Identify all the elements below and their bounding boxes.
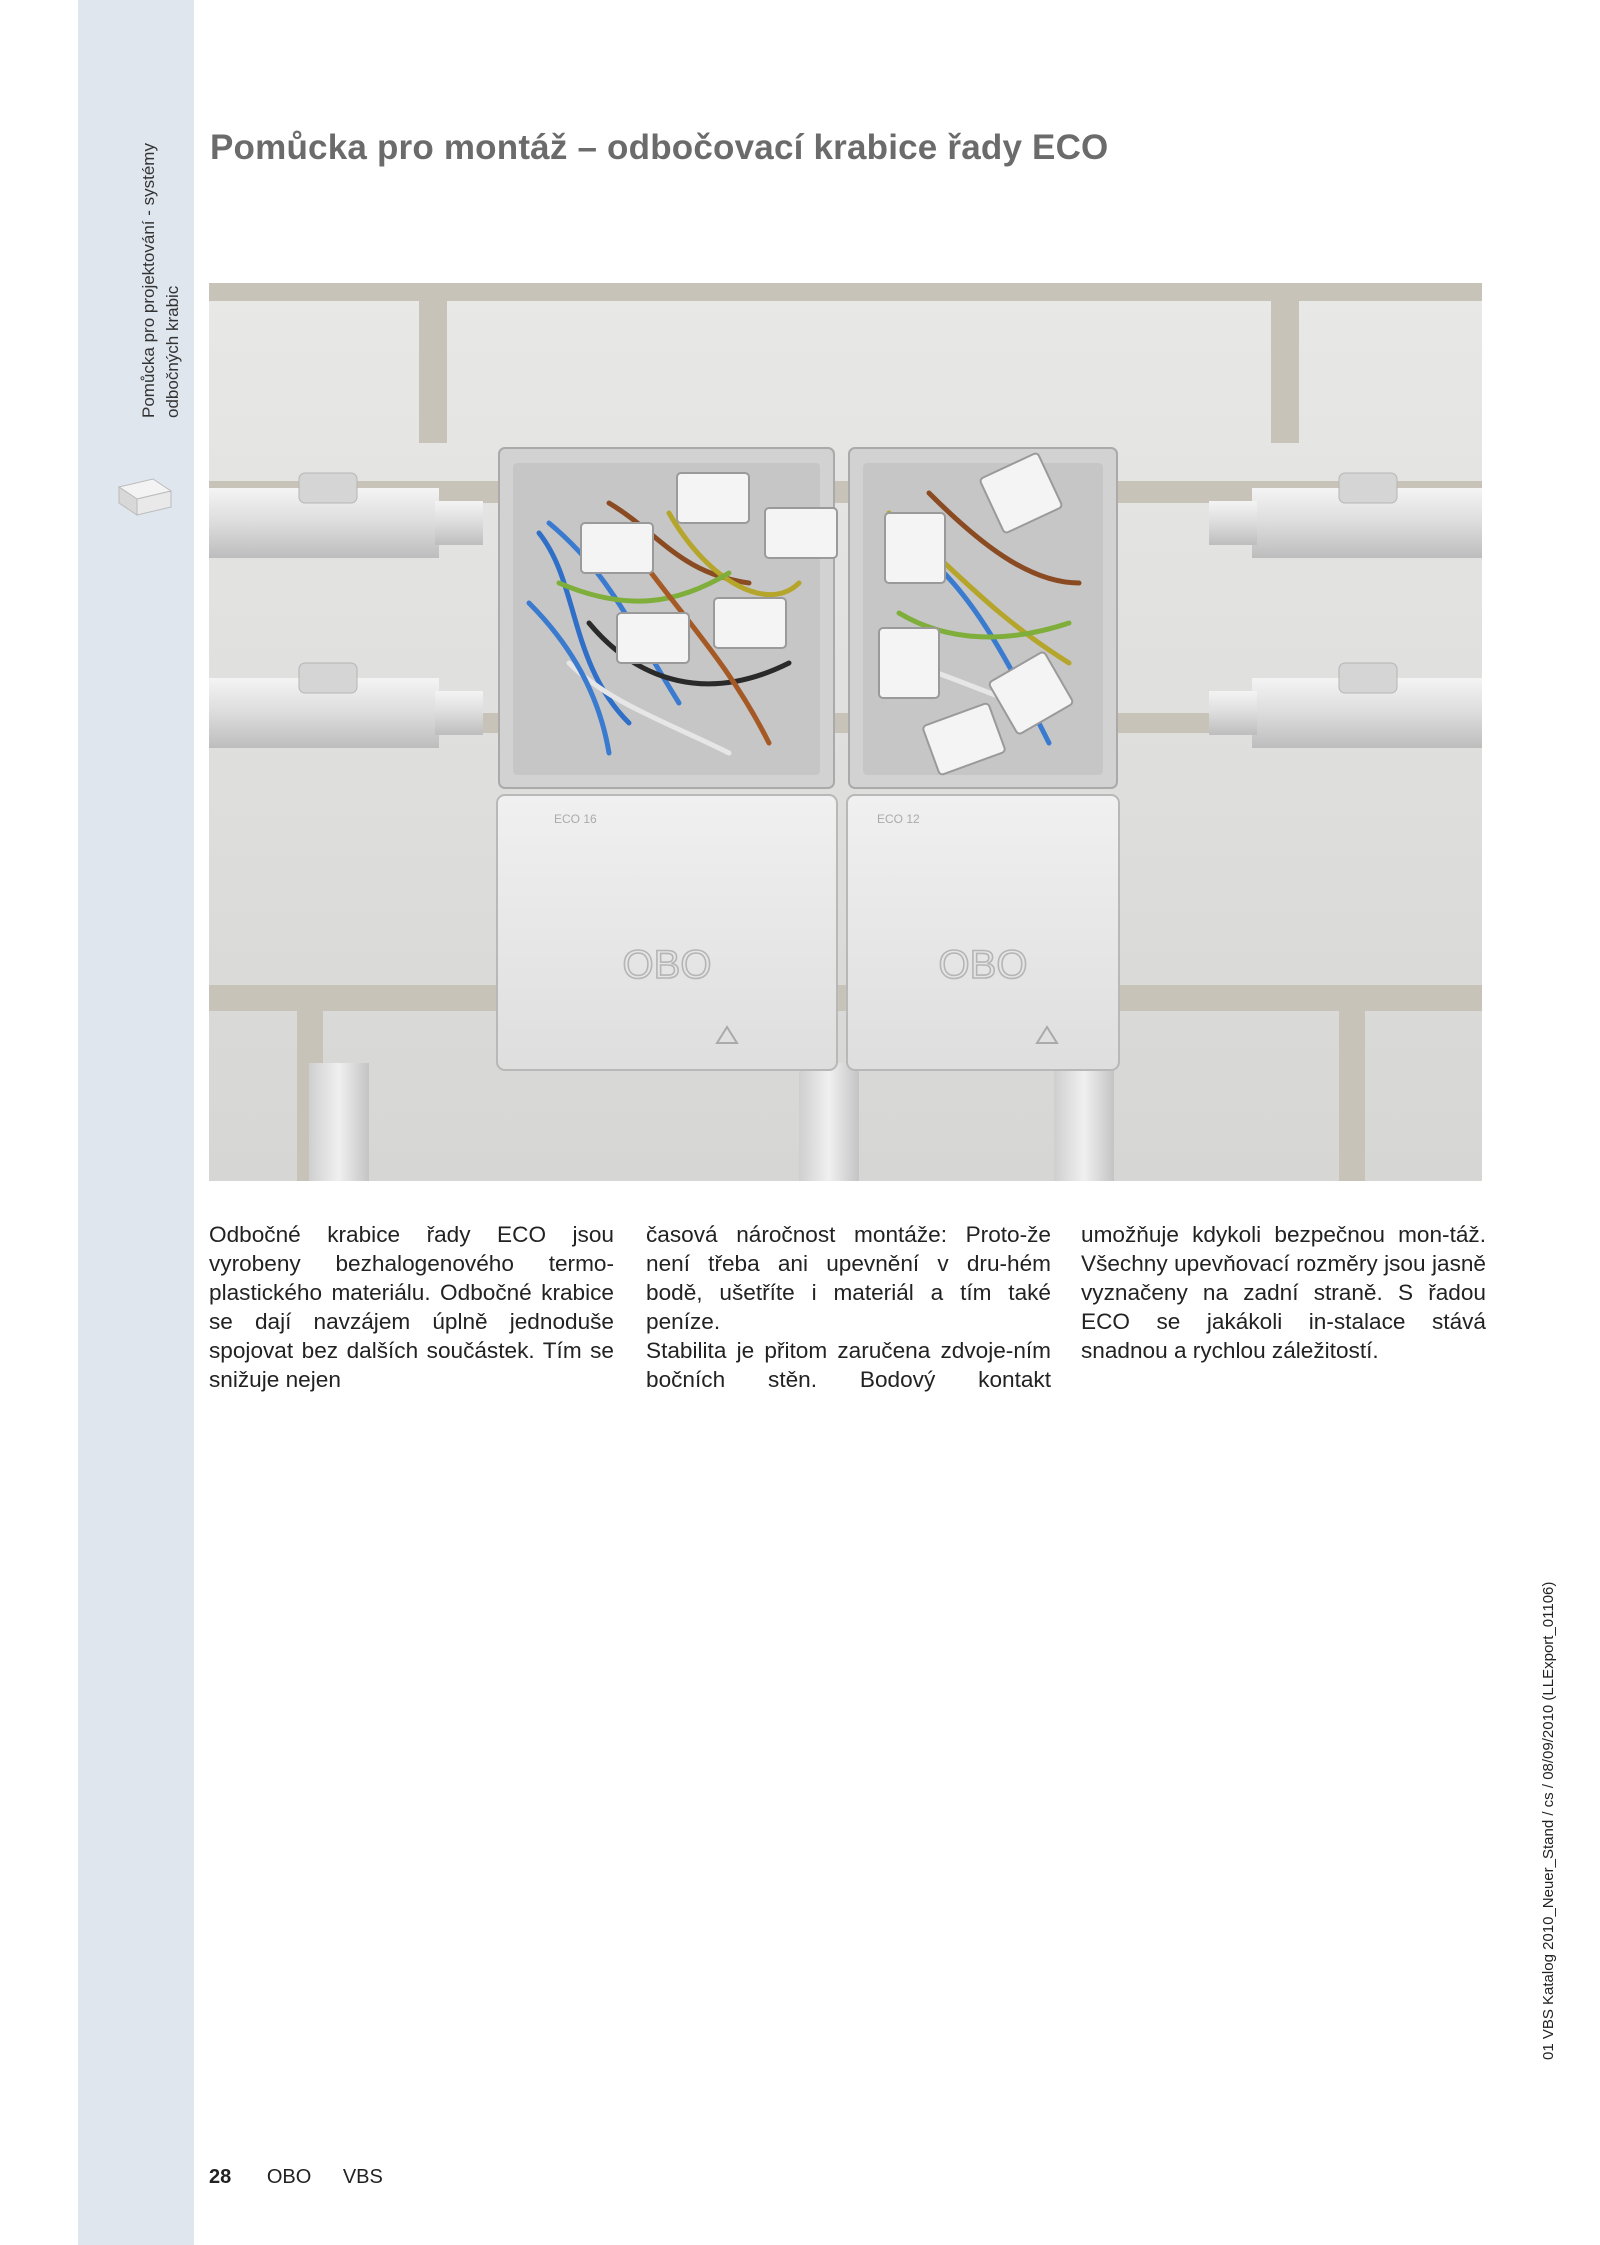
paragraph: Odbočné krabice řady ECO jsou vyrobeny bezhalogenového termo-plastického materiálu. Odbočné krabice se dají navzájem úplně jednoduše spojovat bez dalších součástek. Tím se snižuje nejen	[209, 1222, 614, 1392]
body-column-1	[209, 1220, 614, 1394]
body-column-2	[646, 1220, 1051, 1394]
paragraph: umožňuje kdykoli bezpečnou mon-táž. Všechny upevňovací rozměry jsou jasně vyznačeny na zadní straně. S řadou ECO se jakákoli in-stalace stává snadnou a rychlou záležitostí.	[1081, 1222, 1486, 1363]
document-reference: 01 VBS Katalog 2010_Neuer_Stand / cs / 08/09/2010 (LLExport_01106)	[1540, 1581, 1557, 2060]
footer-catalog: VBS	[342, 2166, 383, 2188]
section-label-line1: Pomůcka pro projektování - systémy	[139, 143, 158, 418]
page-footer	[209, 2166, 383, 2189]
lid-logo-left: OBO	[622, 943, 712, 987]
junction-box-icon	[113, 469, 173, 521]
box-right-label: ECO 12	[877, 812, 920, 826]
box-left-label: ECO 16	[554, 812, 597, 826]
lid-logo-right: OBO	[938, 943, 1028, 987]
page-number: 28	[209, 2166, 232, 2188]
footer-brand: OBO	[266, 2166, 312, 2188]
body-column-3	[1081, 1220, 1486, 1365]
paragraph: Stabilita je přitom zaručena zdvoje-ním bočních stěn. Bodový kontakt	[646, 1338, 1051, 1392]
page-title: Pomůcka pro montáž – odbočovací krabice řady ECO	[210, 128, 1109, 167]
paragraph: časová náročnost montáže: Proto-že není třeba ani upevnění v dru-hém bodě, ušetříte i materiál a tím také peníze.	[646, 1222, 1051, 1334]
section-label-line2: odbočných krabic	[163, 285, 182, 418]
junction-box-photo	[209, 283, 1482, 1181]
section-label	[137, 58, 185, 418]
